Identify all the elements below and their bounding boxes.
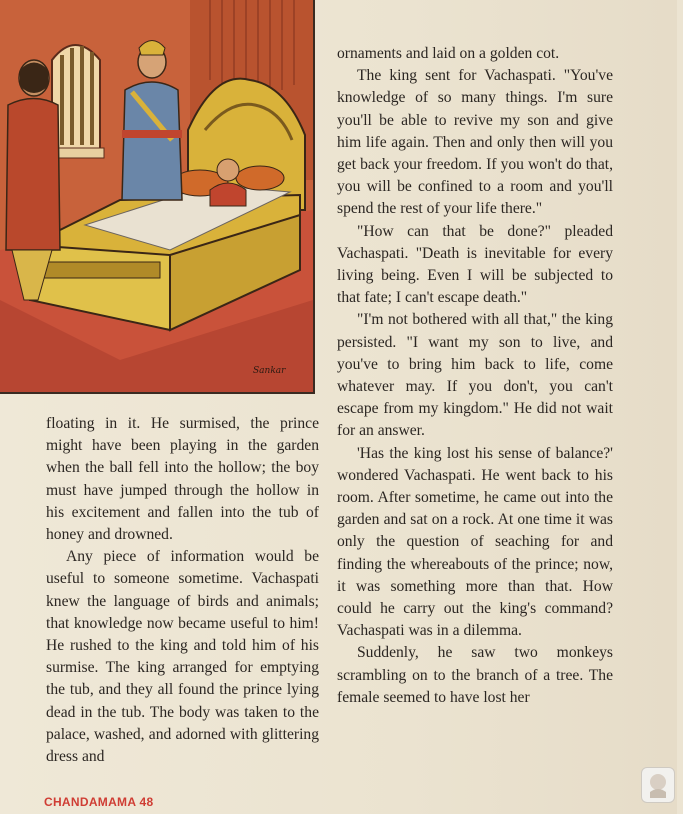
paragraph: ornaments and laid on a golden cot. [337,45,560,62]
paragraph: Any piece of information would be useful to someone sometime. Vachaspati knew the language of birds and animals; that knowledge now became useful to him! He rushed to the king and told him of his surmise. The king arranged for emptying the tub, and they all found the prince lying dead in the tub. The body was taken to the palace, washed, and adorned with glittering dress and [46,548,319,766]
paragraph: "I'm not bothered with all that," the king persisted. "I want my son to live, and you've to bring him back to life, come whatever may. If you don't, you can't escape from my kingdom." He did not wait for an answer. [337,311,613,440]
paragraph: floating in it. He surmised, the prince might have been playing in the garden when the ball fell into the hollow; the boy must have jumped through the hollow in his excitement and fallen into the tub of honey and drowned. [46,415,319,544]
right-text-column [337,43,613,709]
paragraph: Suddenly, he saw two monkeys scrambling on to the branch of a tree. The female seemed to have lost her [337,644,613,706]
watermark-logo-icon [641,767,675,803]
magazine-name: CHANDAMAMA [44,795,136,809]
paragraph: "How can that be done?" pleaded Vachaspati. "Death is inevitable for every living being. Even I will be subjected to that fate; I can't escape death." [337,222,613,307]
paragraph: The king sent for Vachaspati. "You've knowledge of so many things. I'm sure you'll be able to revive my son and give him life again. Then and only then will you get back your freedom. If you won't do that, you will be confined to a room and you'll spend the rest of your life there." [337,67,613,218]
artist-signature: Sankar [253,366,286,376]
left-text-column [46,413,319,768]
page-number: 48 [139,795,154,809]
page-footer [44,795,153,809]
story-illustration [0,0,315,394]
paragraph: 'Has the king lost his sense of balance?' wondered Vachaspati. He went back to his room. After sometime, he came out into the garden and sat on a rock. At one time it was only the question of seaching for and finding the whereabouts of the prince; now, it was something more than that. How could he carry out the king's command? Vachaspati was in a dilemma. [337,444,613,640]
